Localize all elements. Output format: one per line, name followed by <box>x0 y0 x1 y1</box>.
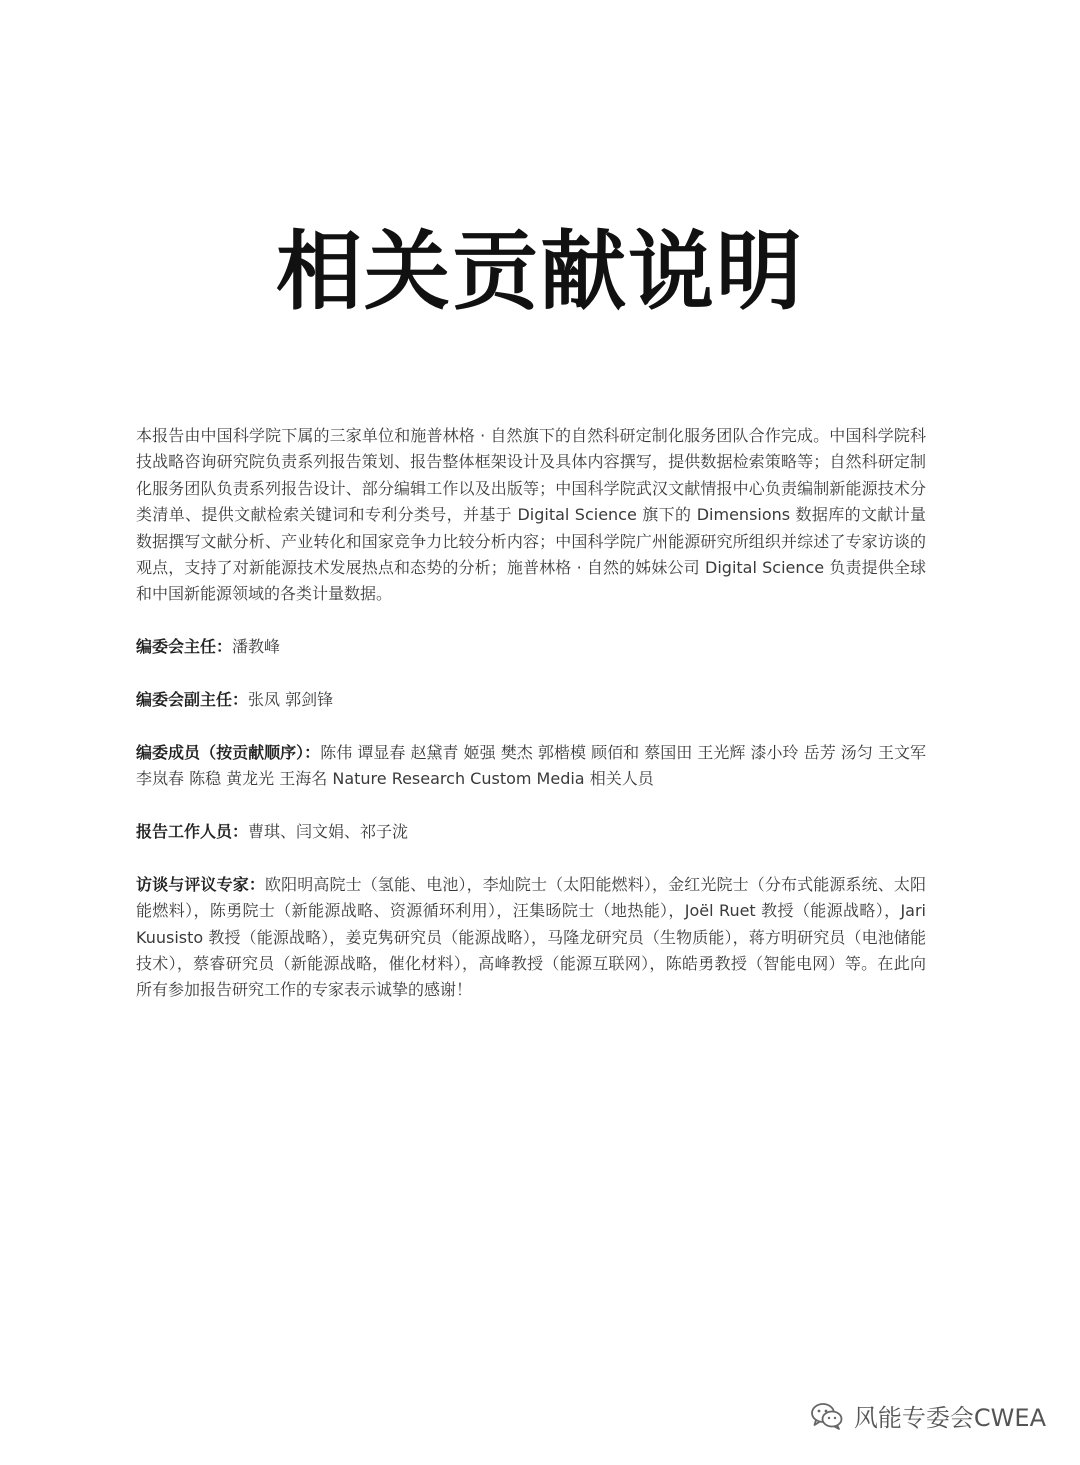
editorial-members-label: 编委成员（按贡献顺序）： <box>136 742 321 762</box>
contribution-statement <box>136 423 926 1030</box>
editorial-director <box>136 634 926 660</box>
report-staff <box>136 819 926 845</box>
watermark-text: 风能专委会CWEA <box>853 1404 1046 1432</box>
report-staff-value: 曹琪、闫文娟、祁子泷 <box>248 822 409 842</box>
watermark <box>810 1398 1046 1433</box>
page-title: 相关贡献说明 <box>276 221 804 322</box>
editorial-deputy-value: 张凤 郭剑锋 <box>248 690 334 710</box>
review-experts-label: 访谈与评议专家： <box>136 874 265 894</box>
report-staff-label: 报告工作人员： <box>136 822 249 842</box>
editorial-members-value: 陈伟 谭显春 赵黛青 姬强 樊杰 郭楷模 顾佰和 蔡国田 王光辉 漆小玲 岳芳 汤匀 王文军 李岚春 陈稳 黄龙光 王海名 Nature Research Custom Media 相关人员 <box>136 742 926 789</box>
editorial-director-label: 编委会主任： <box>136 637 233 657</box>
editorial-deputy <box>136 687 926 713</box>
intro-paragraph: 本报告由中国科学院下属的三家单位和施普林格 · 自然旗下的自然科研定制化服务团队合作完成。中国科学院科技战略咨询研究院负责系列报告策划、报告整体框架设计及具体内容撰写，提供数据检索策略等；自然科研定制化服务团队负责系列报告设计、部分编辑工作以及出版等；中国科学院武汉文献情报中心负责编制新能源技术分类清单、提供文献检索关键词和专利分类号，并基于 Digital Science 旗下的 Dimensions 数据库的文献计量数据撰写文献分析、产业转化和国家竞争力比较分析内容；中国科学院广州能源研究所组织并综述了专家访谈的观点，支持了对新能源技术发展热点和态势的分析；施普林格 · 自然的姊妹公司 Digital Science 负责提供全球和中国新能源领域的各类计量数据。 <box>136 426 926 604</box>
review-experts <box>136 872 926 1004</box>
editorial-director-value: 潘教峰 <box>232 637 281 657</box>
editorial-members <box>136 740 926 793</box>
editorial-deputy-label: 编委会副主任： <box>136 690 249 710</box>
wechat-icon <box>810 1401 844 1431</box>
review-experts-value: 欧阳明高院士（氢能、电池），李灿院士（太阳能燃料），金红光院士（分布式能源系统、太阳能燃料），陈勇院士（新能源战略、资源循环利用），汪集旸院士（地热能），Joël Ruet 教授（能源战略），Jari Kuusisto 教授（能源战略），姜克隽研究员（能源战略），马隆龙研究员（生物质能），蒋方明研究员（电池储能技术），蔡睿研究员（新能源战略，催化材料），高峰教授（能源互联网），陈皓勇教授（智能电网）等。在此向所有参加报告研究工作的专家表示诚挚的感谢！ <box>136 874 926 1000</box>
